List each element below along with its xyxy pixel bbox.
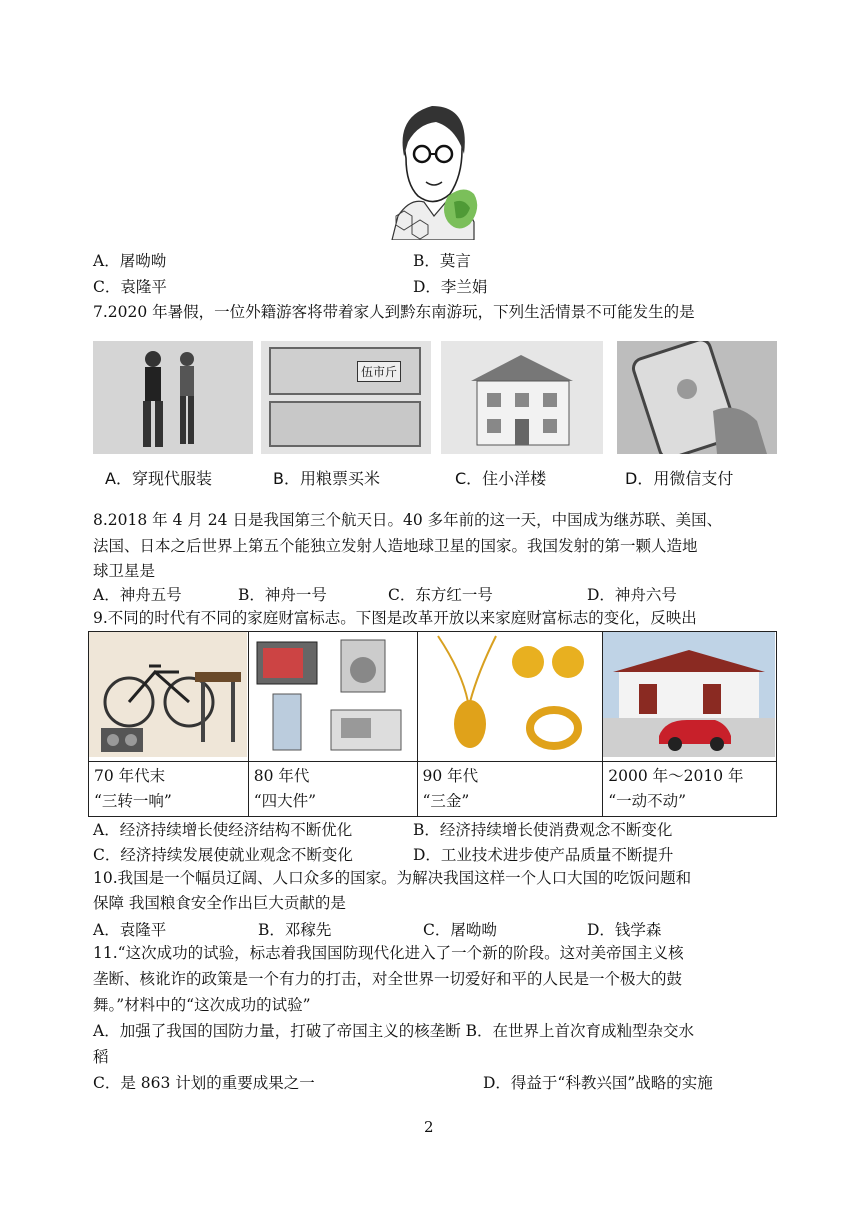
wealth-image-80s xyxy=(248,632,417,762)
wealth-cell-2000s xyxy=(603,762,777,817)
q10-option-b: B．邓稼先 xyxy=(258,921,332,939)
q7-caption-c: C．住小洋楼 xyxy=(455,469,547,488)
q8-option-c: C．东方红一号 xyxy=(388,586,493,604)
q7-caption-b: B．用粮票买米 xyxy=(273,469,380,488)
q11-option-ab: A．加强了我国的国防力量，打破了帝国主义的核垄断 B．在世界上首次育成籼型杂交水 xyxy=(93,1022,695,1040)
ticket-denomination: 伍市斤 xyxy=(357,361,401,382)
q9-option-d: D．工业技术进步使产品质量不断提升 xyxy=(413,846,674,864)
wealth-cell-70s xyxy=(89,762,249,817)
wealth-label-2000s: “一动不动” xyxy=(608,792,687,810)
q11-stem-line3: 舞。”材料中的“这次成功的试验” xyxy=(93,996,311,1014)
q6-option-a: A．屠呦呦 xyxy=(93,252,167,270)
wealth-cell-80s xyxy=(248,762,417,817)
q9-option-b: B．经济持续增长使消费观念不断变化 xyxy=(413,821,673,839)
wealth-label-80s: “四大件” xyxy=(253,792,317,810)
q7-caption-a: A．穿现代服装 xyxy=(105,469,212,488)
q7-image-strip xyxy=(93,341,777,493)
q8-option-a: A．神舟五号 xyxy=(93,586,182,604)
q9-wealth-table xyxy=(88,631,777,817)
tu-youyou-portrait xyxy=(378,98,486,240)
q11-option-c: C．是 863 计划的重要成果之一 xyxy=(93,1074,315,1092)
q10-stem-line2: 保障 我国粮食安全作出巨大贡献的是 xyxy=(93,894,346,912)
wealth-era-2000s: 2000 年～2010 年 xyxy=(608,767,744,785)
wealth-label-90s: “三金” xyxy=(422,792,470,810)
q8-option-d: D．神舟六号 xyxy=(587,586,677,604)
page-number: 2 xyxy=(424,1118,434,1136)
q9-stem: 9.不同的时代有不同的家庭财富标志。下图是改革开放以来家庭财富标志的变化，反映出 xyxy=(93,609,697,627)
wealth-era-80s: 80 年代 xyxy=(253,767,310,785)
wealth-cell-90s xyxy=(417,762,603,817)
q8-stem-line3: 球卫星是 xyxy=(93,562,156,580)
q8-stem-line1: 8.2018 年 4 月 24 日是我国第三个航天日。40 多年前的这一天，中国成为继苏联、美国、 xyxy=(93,511,723,529)
q11-option-d: D．得益于“科教兴国”战略的实施 xyxy=(483,1074,713,1092)
q11-option-b-continued: 稻 xyxy=(93,1048,109,1066)
q10-option-a: A．袁隆平 xyxy=(93,921,167,939)
q11-stem-line1: 11.“这次成功的试验，标志着我国国防现代化进入了一个新的阶段。这对美帝国主义核 xyxy=(93,944,684,962)
wealth-era-70s: 70 年代末 xyxy=(94,767,166,785)
q7-stem: 7.2020 年暑假，一位外籍游客将带着家人到黔东南游玩，下列生活情景不可能发生的是 xyxy=(93,303,695,321)
q6-option-c: C．袁隆平 xyxy=(93,278,167,296)
grain-ticket-image xyxy=(261,341,431,454)
q6-option-d: D．李兰娟 xyxy=(413,278,488,296)
q9-option-a: A．经济持续增长使经济结构不断优化 xyxy=(93,821,353,839)
q9-option-c: C．经济持续发展使就业观念不断变化 xyxy=(93,846,353,864)
q10-option-d: D．钱学森 xyxy=(587,921,662,939)
q7-caption-d: D．用微信支付 xyxy=(625,469,734,488)
q8-stem-line2: 法国、日本之后世界上第五个能独立发射人造地球卫星的国家。我国发射的第一颗人造地 xyxy=(93,537,698,555)
q10-option-c: C．屠呦呦 xyxy=(423,921,497,939)
wealth-image-70s xyxy=(89,632,249,762)
wealth-image-90s xyxy=(417,632,603,762)
wealth-image-2000s xyxy=(603,632,777,762)
q6-option-b: B．莫言 xyxy=(413,252,471,270)
wealth-era-90s: 90 年代 xyxy=(422,767,479,785)
q8-option-b: B．神舟一号 xyxy=(238,586,327,604)
q11-stem-line2: 垄断、核讹诈的政策是一个有力的打击，对全世界一切爱好和平的人民是一个极大的鼓 xyxy=(93,970,683,988)
wechat-pay-image xyxy=(617,341,777,454)
q10-stem-line1: 10.我国是一个幅员辽阔、人口众多的国家。为解决我国这样一个人口大国的吃饭问题和 xyxy=(93,869,692,887)
small-villa-image xyxy=(441,341,603,454)
modern-clothing-image xyxy=(93,341,253,454)
wealth-label-70s: “三转一响” xyxy=(94,792,172,810)
